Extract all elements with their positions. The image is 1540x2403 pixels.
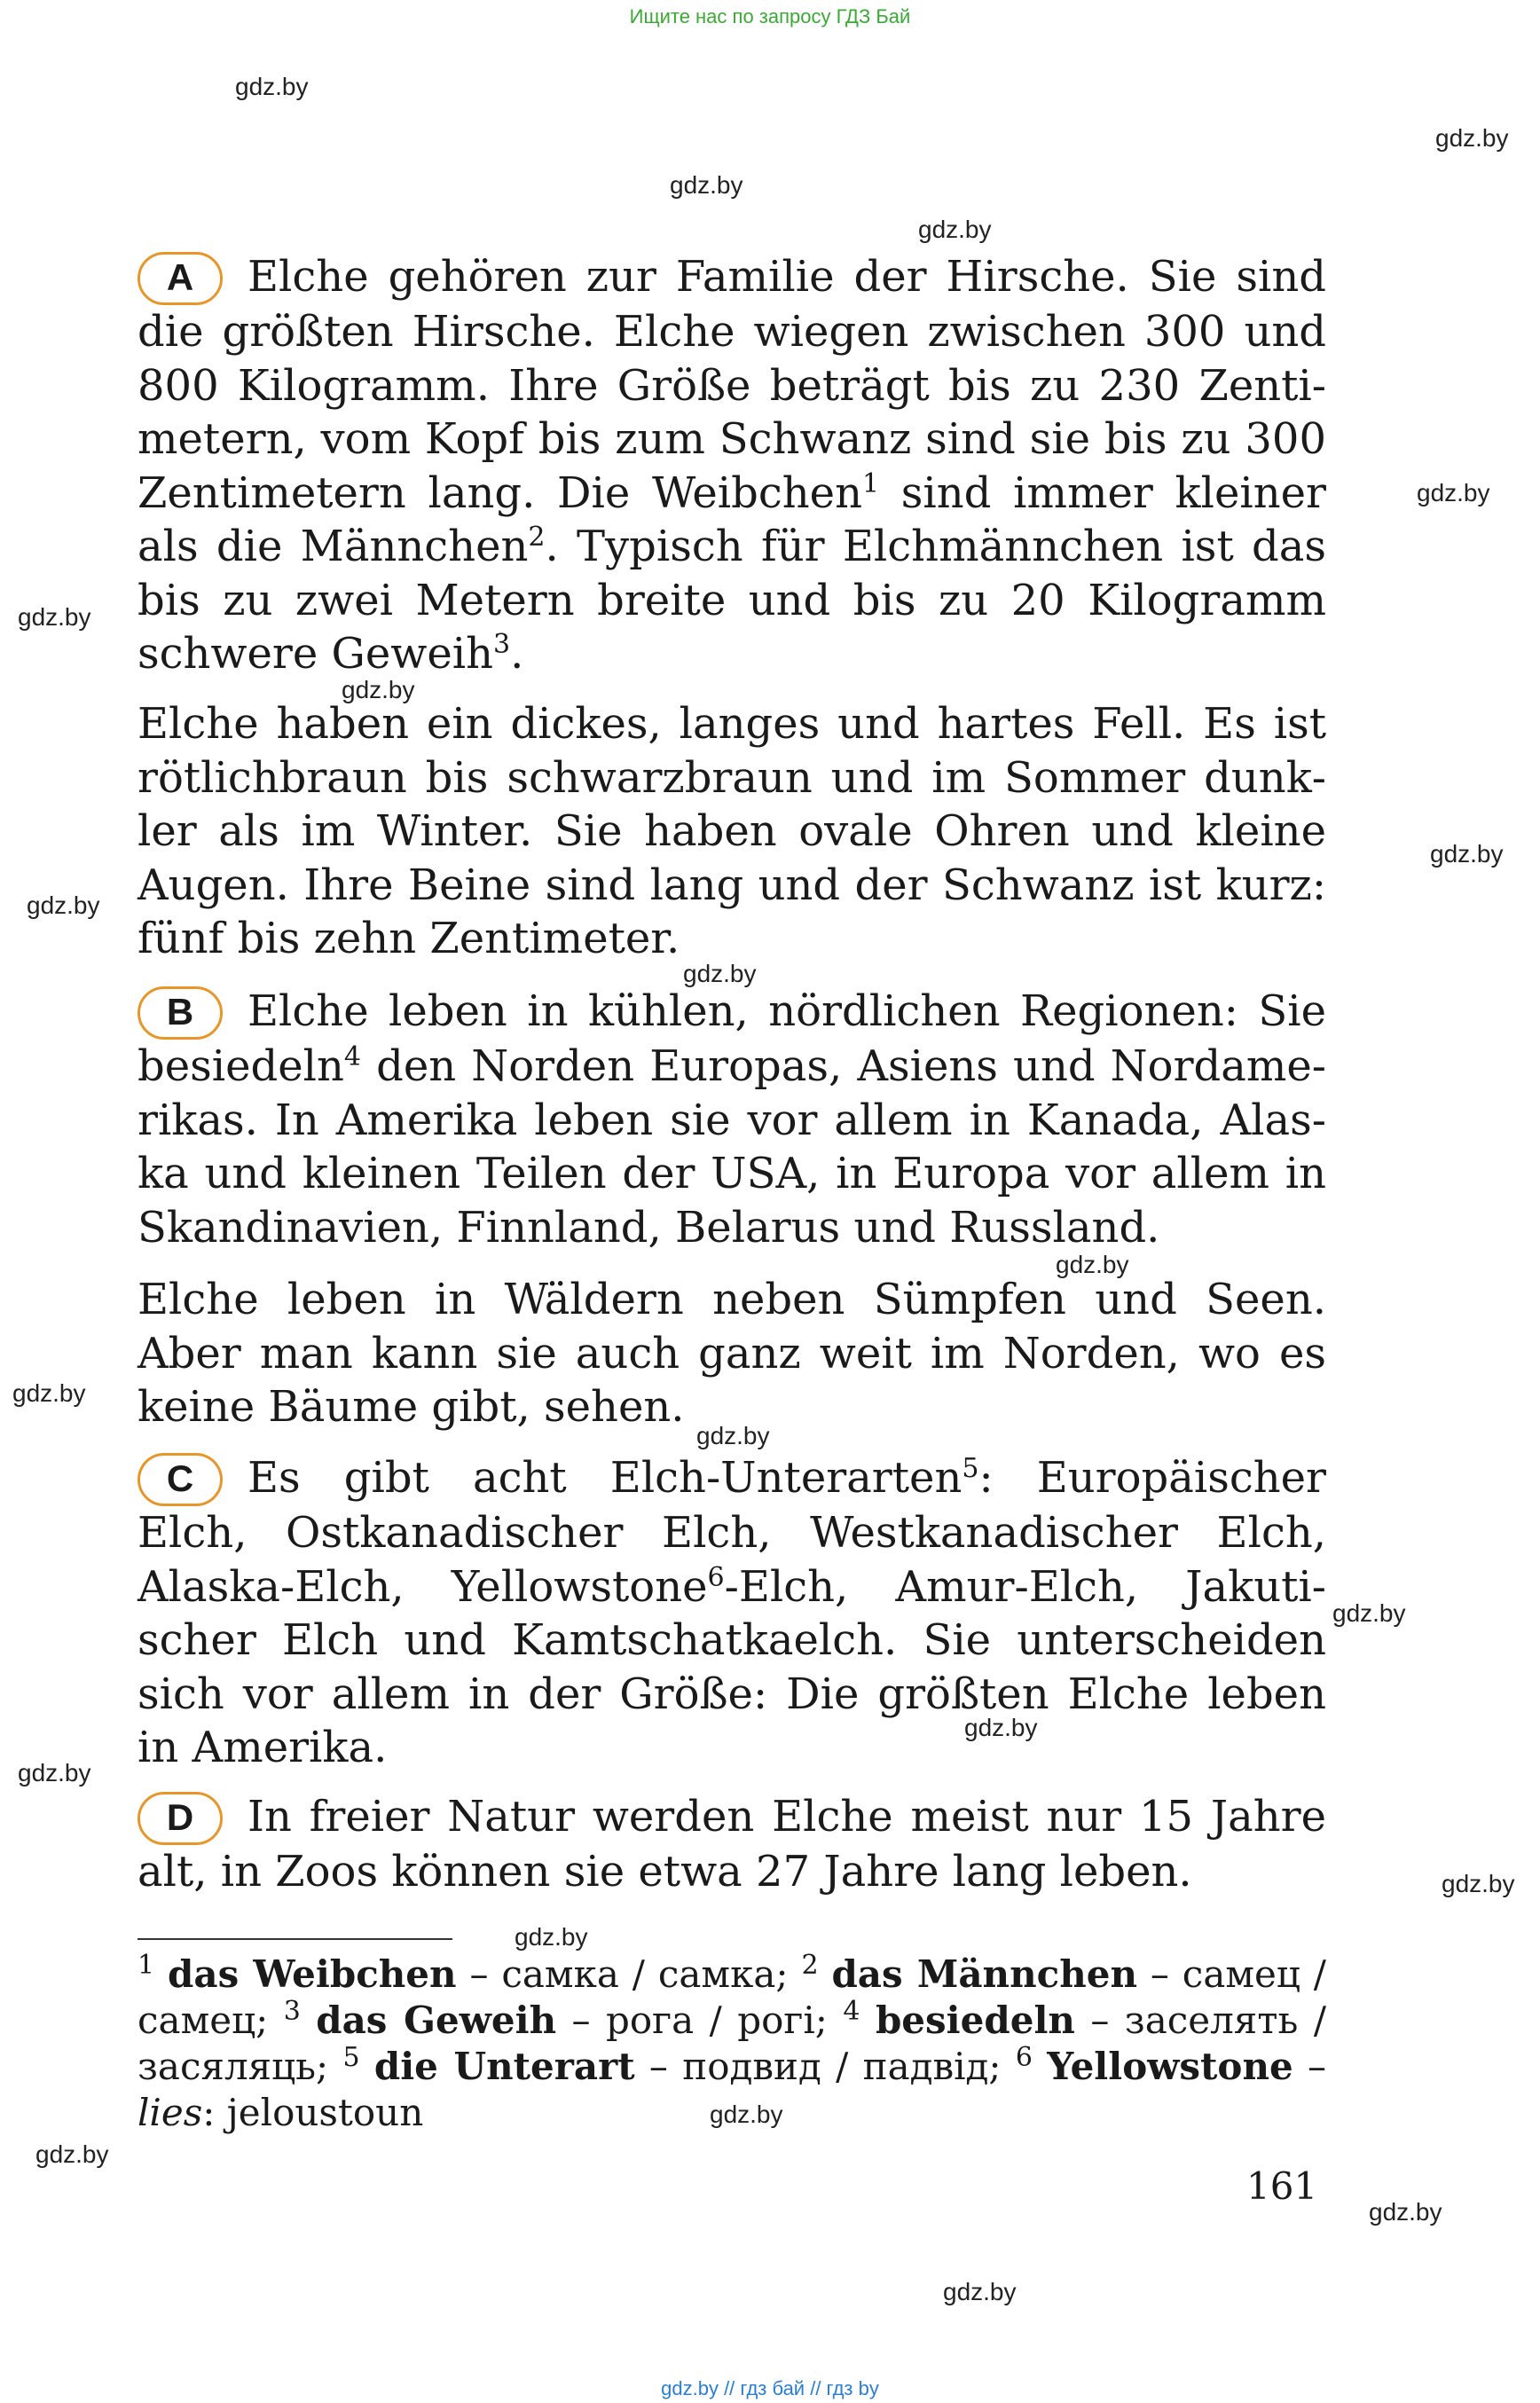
paragraph-b2: Elche leben in Wäldern neben Sümpfen und Seen. Aber man kann sie auch ganz weit im Norden, wo es keine Bäume gibt, sehen. — [138, 1275, 1326, 1432]
watermark: gdz.by — [35, 2140, 109, 2168]
footer-note: gdz.by // гдз бай // гдз by — [661, 2377, 879, 2399]
watermark: gdz.by — [1369, 2198, 1442, 2226]
watermark: gdz.by — [943, 2278, 1017, 2305]
paragraph-a1: A Elche gehören zur Familie der Hirsche. Sie sind die größten Hirsche. Elche wiegen zwischen 300 und 800 Kilogramm. Ihre Größe beträgt bis zu 230 Zentimetern, vom Kopf bis zum Schwanz sind sie bis zu 300 Zentimetern lang. Die Weibchen$^1$ sind immer kleiner als die Männchen$^2$. Typisch für Elchmännchen ist das bis zu zwei Metern breite und bis zu 20 Kilogramm schwere Geweih$^3$. — [138, 252, 1327, 679]
watermark: gdz.by — [1435, 124, 1509, 152]
paragraph-c1: C Es gibt acht Elch-Unterarten$^5$: Europäischer Elch, Ostkanadischer Elch, Westkanadischer Elch, Alaska-Elch, Yellowstone$^6$-Elch, Amur-Elch, Jakutischer Elch und Kamtschatkaelch. Sie unterscheiden sich vor allem in der Größe: Die größten Elche leben in Amerika. — [138, 1453, 1326, 1772]
section-badge-b: B — [138, 986, 223, 1040]
paragraph-d1: D In freier Natur werden Elche meist nur 15 Jahre alt, in Zoos können sie etwa 27 Jahre lang leben. — [138, 1792, 1326, 1896]
watermark: gdz.by — [1056, 1251, 1129, 1278]
paragraph-b1: B Elche leben in kühlen, nördlichen Regionen: Sie besiedeln$^4$ den Norden Europas, Asiens und Nordamerikas. In Amerika leben sie vor allem in Kanada, Alaska und kleinen Teilen der USA, in Europa vor allem in Skandinavien, Finnland, Belarus und Russland. — [138, 986, 1326, 1253]
watermark: gdz.by — [1417, 479, 1490, 507]
watermark: gdz.by — [12, 1379, 86, 1407]
section-badge-d: D — [138, 1792, 223, 1845]
watermark: gdz.by — [515, 1923, 588, 1951]
watermark: gdz.by — [18, 603, 91, 631]
paragraph-a2: Elche haben ein dickes, langes und hartes Fell. Es ist rötlichbraun bis schwarzbraun und im Sommer dunkler als im Winter. Sie haben ovale Ohren und kleine Augen. Ihre Beine sind lang und der Schwanz ist kurz: fünf bis zehn Zentimeter. — [138, 699, 1326, 963]
section-badge-a: A — [138, 252, 223, 305]
watermark: gdz.by — [18, 1759, 91, 1787]
footnotes: $^1$ das Weibchen – самка / самка; $^2$ das Männchen – самец / самец; $^3$ das Geweih – рога / рогі; $^4$ besiedeln – заселять / засяляць; $^5$ die Unterart – подвид / падвід; $^6$ Yellowstone – lies: jeloustoun — [138, 1950, 1326, 2134]
watermark: gdz.by — [683, 960, 757, 987]
section-badge-c: C — [138, 1453, 223, 1506]
watermark: gdz.by — [964, 1714, 1038, 1741]
watermark: gdz.by — [235, 73, 309, 100]
watermark: gdz.by — [696, 1422, 770, 1449]
watermark: gdz.by — [918, 216, 992, 243]
watermark: gdz.by — [1332, 1599, 1406, 1627]
watermark: gdz.by — [27, 891, 100, 919]
header-note: Ищите нас по запросу ГДЗ Бай — [629, 5, 911, 27]
watermark: gdz.by — [670, 171, 743, 199]
footnote-divider — [138, 1938, 452, 1940]
watermark: gdz.by — [342, 676, 415, 703]
watermark: gdz.by — [1442, 1870, 1515, 1897]
watermark: gdz.by — [710, 2101, 783, 2128]
page-number: 161 — [1246, 2164, 1318, 2208]
watermark: gdz.by — [1430, 840, 1504, 868]
